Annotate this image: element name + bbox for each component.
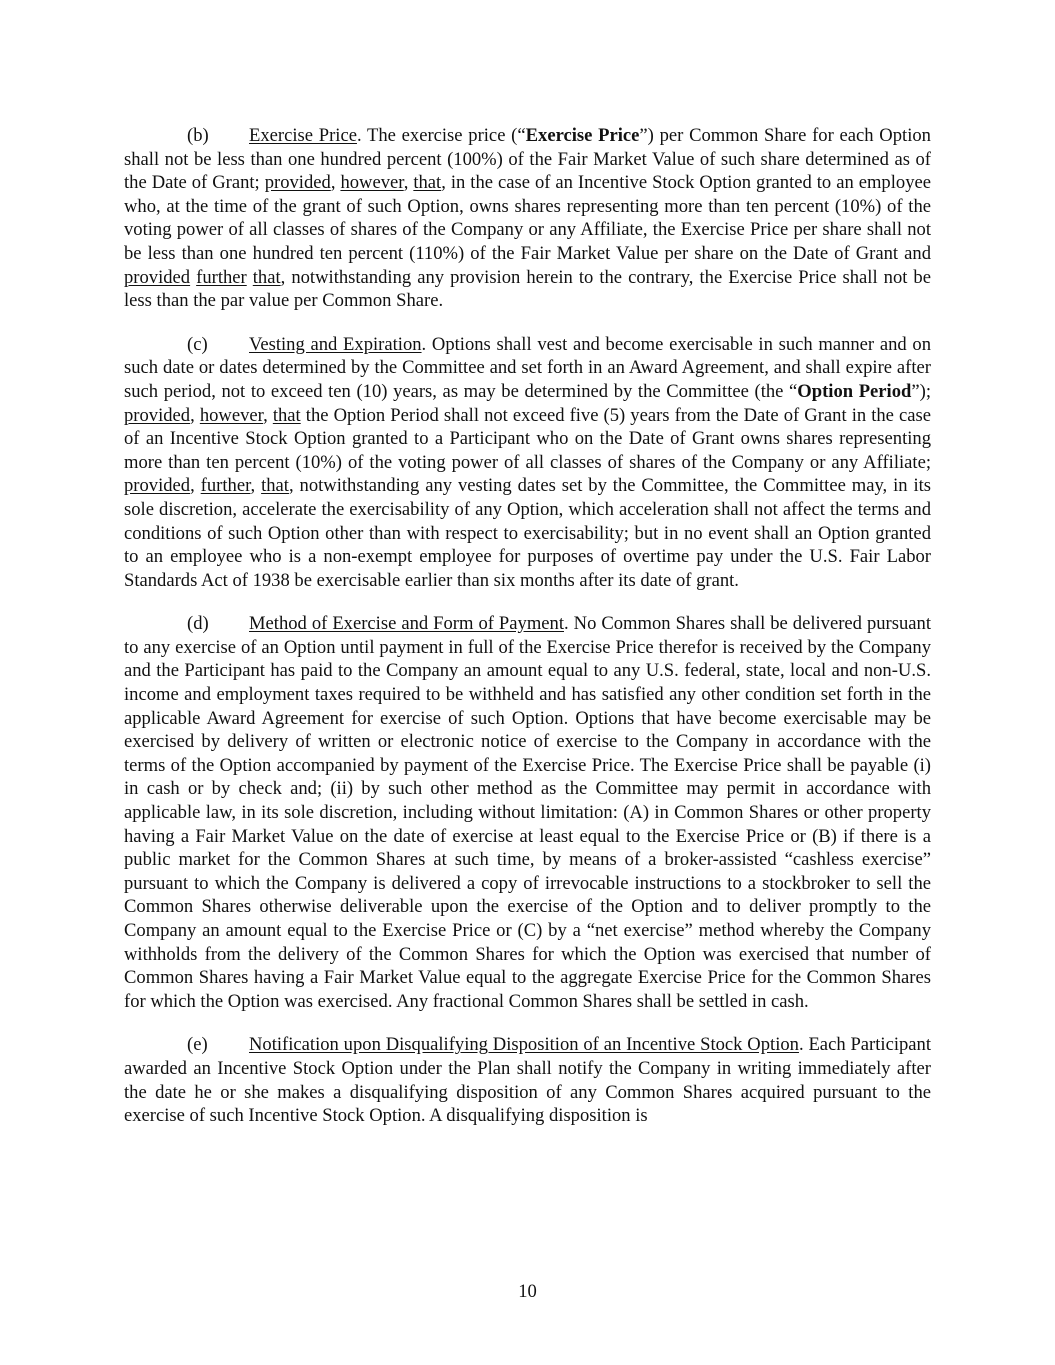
underlined-term: further <box>196 266 247 288</box>
document-page <box>124 124 931 1148</box>
paragraph-e-notification <box>124 1033 931 1127</box>
text-run: ”); <box>911 380 931 402</box>
underlined-term: however <box>199 404 264 426</box>
text-run: . Each Participant awarded an Incentive Stock Option under the Plan shall notify the Company in writing immediately after the date he or she makes a disqualifying disposition of any Common Shares acquired pursuant to the exercise of such Incentive Stock Option. A disqualifying disposition is <box>124 1034 932 1127</box>
text-run: . Options shall vest and become exercisable in such manner and on such date or dates determined by the Committee and set forth in an Award Agreement, and shall expire after such period, not to exceed ten (10) years, as may be determined by the Committee (the “ <box>124 333 931 402</box>
text-run: , notwithstanding any vesting dates set by the Committee, the Committee may, in its sole discretion, accelerate the exercisability of any Option, which acceleration shall not affect the terms and conditions of such Option other than with respect to exercisability; but in no event shall an Option granted to an employee who is a non-exempt employee for purposes of overtime pay under the U.S. Fair Labor Standards Act of 1938 be exercisable earlier than six months after its date of grant. <box>124 475 932 591</box>
paragraph-heading: Vesting and Expiration <box>249 333 422 355</box>
underlined-term: that <box>252 266 281 288</box>
underlined-term: provided <box>124 404 191 426</box>
text-run: , <box>190 404 200 426</box>
text-run: , <box>190 475 201 497</box>
paragraph-c-vesting-and-expiration <box>124 333 931 593</box>
underlined-term: provided <box>124 266 191 288</box>
defined-term: Option Period <box>797 380 912 402</box>
paragraph-number: (c) <box>187 333 208 355</box>
text-run: ”) per Common Share for each Option shall not be less than one hundred percent (100%) of the Fair Market Value of such share determined as of the Date of Grant; <box>124 125 931 194</box>
paragraph-number: (d) <box>187 613 209 635</box>
paragraph-b-exercise-price <box>124 124 931 313</box>
underlined-term: that <box>413 172 442 194</box>
paragraph-heading: Notification upon Disqualifying Disposition of an Incentive Stock Option <box>249 1034 799 1056</box>
text-run: . No Common Shares shall be delivered pursuant to any exercise of an Option until payment in full of the Exercise Price therefor is received by the Company and the Participant has paid to the Company an amount equal to any U.S. federal, state, local and non-U.S. income and employment taxes required to be withheld and has satisfied any other condition set forth in the applicable Award Agreement for exercise of such Option. Options that have become exercisable may be exercised by delivery of written or electronic notice of exercise to the Company in accordance with the terms of the Option accompanied by payment of the Exercise Price. The Exercise Price shall be payable (i) in cash or by check and; (ii) by such other method as the Committee may permit in accordance with applicable law, in its sole discretion, including without limitation: (A) in Common Shares or other property having a Fair Market Value on the date of exercise at least equal to the Exercise Price or (B) if there is a public market for the Common Shares at such time, by means of a broker-assisted “cashless exercise” pursuant to which the Company is delivered a copy of irrevocable instructions to a stockbroker to sell the Common Shares otherwise deliverable upon the exercise of the Option and to deliver promptly to the Company an amount equal to the Exercise Price or (C) by a “net exercise” method whereby the Company withholds from the delivery of the Common Shares for which the Option was exercised that number of Common Shares having a Fair Market Value equal to the aggregate Exercise Price for the Common Shares for which the Option was exercised. Any fractional Common Shares shall be settled in cash. <box>124 613 931 1012</box>
paragraph-d-method-of-exercise <box>124 612 931 1013</box>
underlined-term: that <box>261 475 289 497</box>
paragraph-heading: Method of Exercise and Form of Payment <box>249 613 564 635</box>
text-run: , <box>263 404 273 426</box>
text-run: the Option Period shall not exceed five (5) years from the Date of Grant in the case of an Incentive Stock Option granted to a Participant who on the Date of Grant owns shares representing more than ten percent (10%) of the voting power of all classes of shares of the Company or any Affiliate; <box>124 404 931 473</box>
defined-term: Exercise Price <box>525 125 640 146</box>
text-run: , <box>403 172 414 194</box>
text-run: , in the case of an Incentive Stock Option granted to an employee who, at the time of the grant of such Option, owns shares representing more than ten percent (10%) of the voting power of all classes of shares of the Company or any Affiliate, the Exercise Price per share shall not be less than one hundred ten percent (110%) of the Fair Market Value per share on the Date of Grant and <box>124 172 931 264</box>
underlined-term: that <box>272 404 301 426</box>
text-run: , <box>250 475 262 497</box>
text-run: , <box>330 172 341 194</box>
page-number: 10 <box>518 1281 537 1302</box>
paragraph-number: (b) <box>187 125 209 146</box>
text-run: , notwithstanding any provision herein to the contrary, the Exercise Price shall not be less than the par value per Common Share. <box>124 266 931 312</box>
text-run: . The exercise price (“ <box>356 125 526 146</box>
underlined-term: further <box>200 475 251 497</box>
underlined-term: however <box>340 172 404 194</box>
paragraph-number: (e) <box>187 1034 208 1056</box>
paragraph-heading: Exercise Price <box>249 125 357 146</box>
underlined-term: provided <box>264 172 331 194</box>
underlined-term: provided <box>124 475 191 497</box>
